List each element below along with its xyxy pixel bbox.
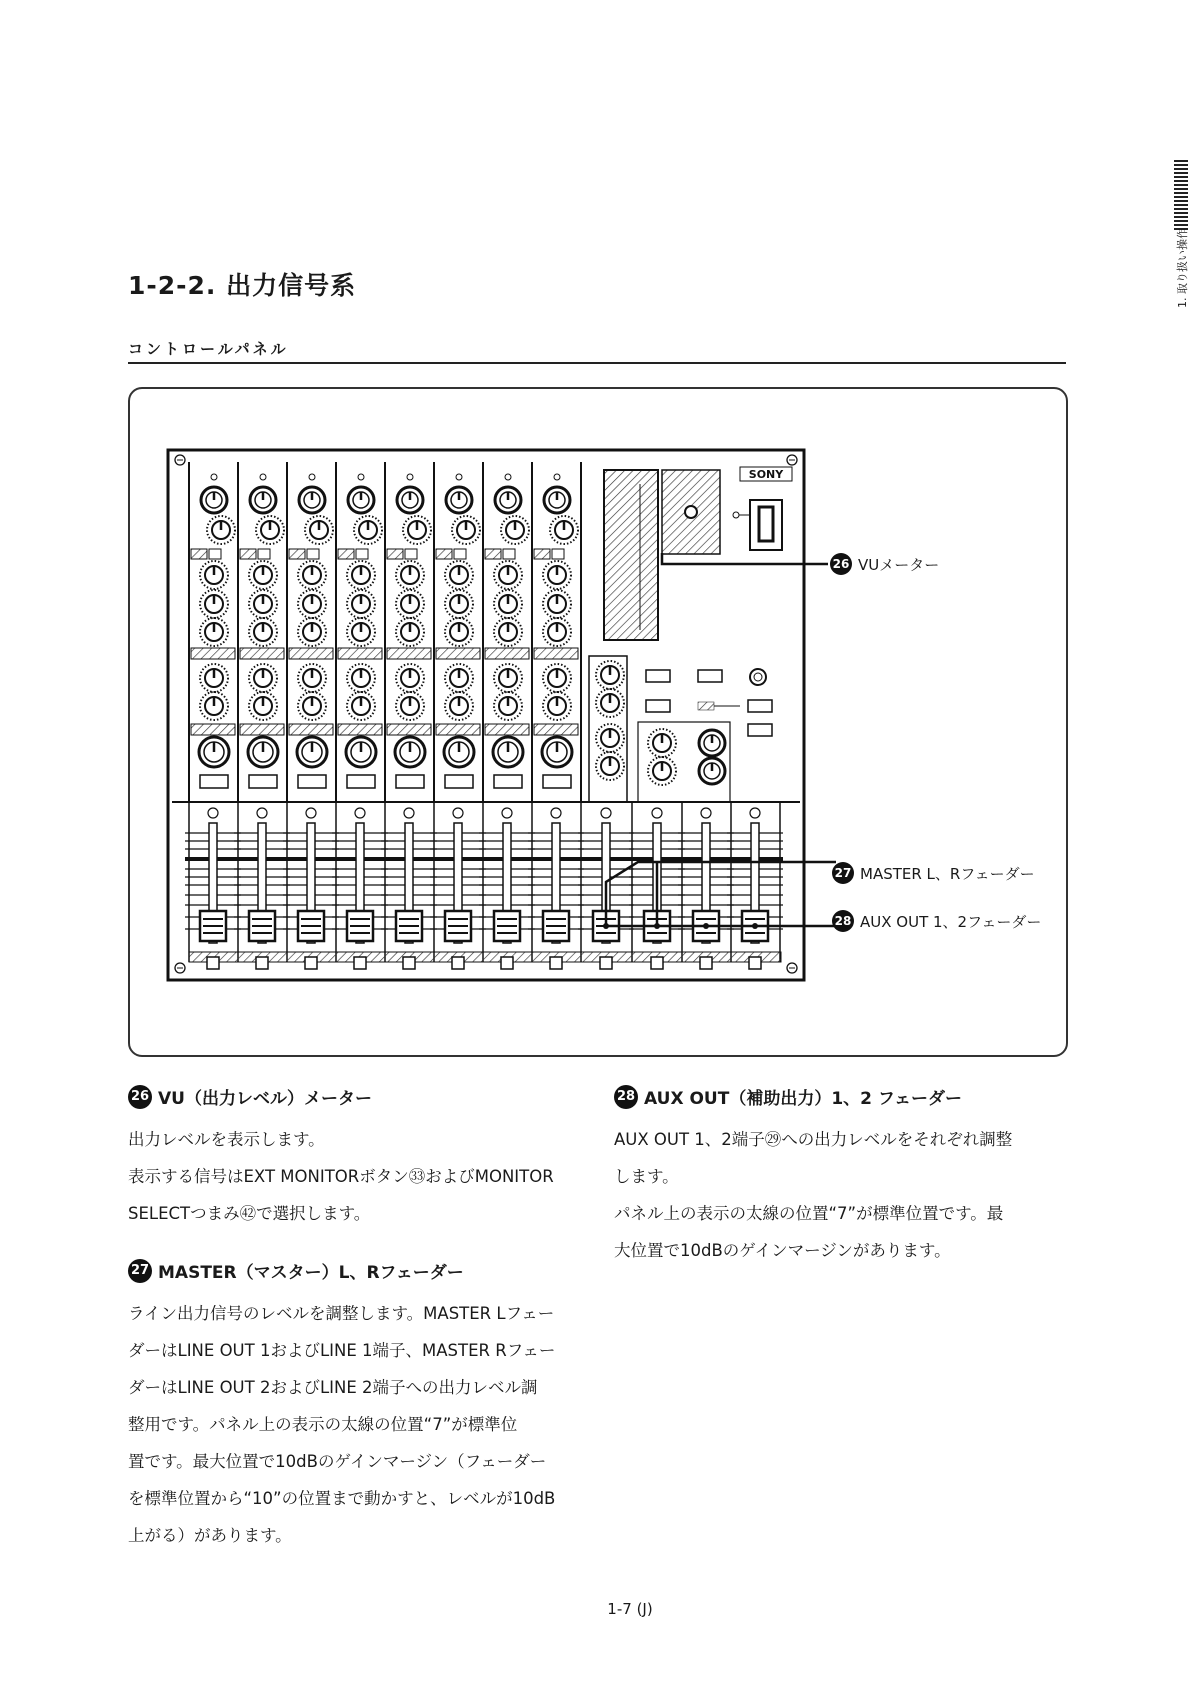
item-line: ライン出力信号のレベルを調整します。MASTER Lフェー	[128, 1304, 555, 1323]
item-number: 26	[128, 1085, 152, 1109]
item-aux-out-faders	[614, 1084, 1074, 1269]
side-tab-label: 1. 取り扱い操作	[1176, 228, 1189, 308]
callout-aux-out-faders	[832, 910, 1041, 932]
callout-vu-meter	[830, 553, 939, 575]
item-line: を標準位置から“10”の位置まで動かすと、レベルが10dB	[128, 1489, 556, 1508]
item-number: 28	[614, 1085, 638, 1109]
callout-number: 26	[830, 553, 852, 575]
item-line: AUX OUT 1、2端子㉙への出力レベルをそれぞれ調整	[614, 1130, 1013, 1149]
item-line: 上がる）があります。	[128, 1526, 292, 1545]
item-heading	[614, 1084, 1074, 1109]
item-title: MASTER（マスター）L、Rフェーダー	[158, 1263, 464, 1283]
callout-label: AUX OUT 1、2フェーダー	[860, 912, 1042, 931]
figure-subheading: コントロールパネル	[128, 340, 289, 358]
item-line: ダーはLINE OUT 2およびLINE 2端子への出力レベル調	[128, 1378, 538, 1397]
item-line: SELECTつまみ㊷で選択します。	[128, 1204, 371, 1223]
callout-label: VUメーター	[858, 555, 940, 574]
item-line: ダーはLINE OUT 1およびLINE 1端子、MASTER Rフェー	[128, 1341, 556, 1360]
item-heading	[128, 1258, 588, 1283]
section-number: 1-2-2.	[128, 271, 217, 300]
item-line: 表示する信号はEXT MONITORボタン㉝およびMONITOR	[128, 1167, 554, 1186]
item-master-faders	[128, 1258, 588, 1554]
item-line: 置です。最大位置で10dBのゲインマージン（フェーダー	[128, 1452, 547, 1471]
callout-number: 28	[832, 910, 854, 932]
item-line: 大位置で10dBのゲインマージンがあります。	[614, 1241, 951, 1260]
brand-logo-text: SONY	[748, 468, 784, 481]
item-vu-meter	[128, 1084, 588, 1232]
item-line: 出力レベルを表示します。	[128, 1130, 325, 1149]
callout-master-faders	[832, 862, 1035, 884]
item-line: 整用です。パネル上の表示の太線の位置“7”が標準位	[128, 1415, 518, 1434]
item-title: VU（出力レベル）メーター	[158, 1089, 372, 1109]
sony-logo	[740, 467, 792, 481]
page-number: 1-7 (J)	[607, 1600, 653, 1618]
section-title-text: 出力信号系	[226, 271, 357, 300]
item-line: パネル上の表示の太線の位置“7”が標準位置です。最	[614, 1204, 1004, 1223]
item-number: 27	[128, 1259, 152, 1283]
callout-number: 27	[832, 862, 854, 884]
item-line: します。	[614, 1167, 679, 1186]
callout-label: MASTER L、Rフェーダー	[860, 864, 1035, 883]
item-heading	[128, 1084, 588, 1109]
item-title: AUX OUT（補助出力）1、2 フェーダー	[644, 1089, 963, 1109]
